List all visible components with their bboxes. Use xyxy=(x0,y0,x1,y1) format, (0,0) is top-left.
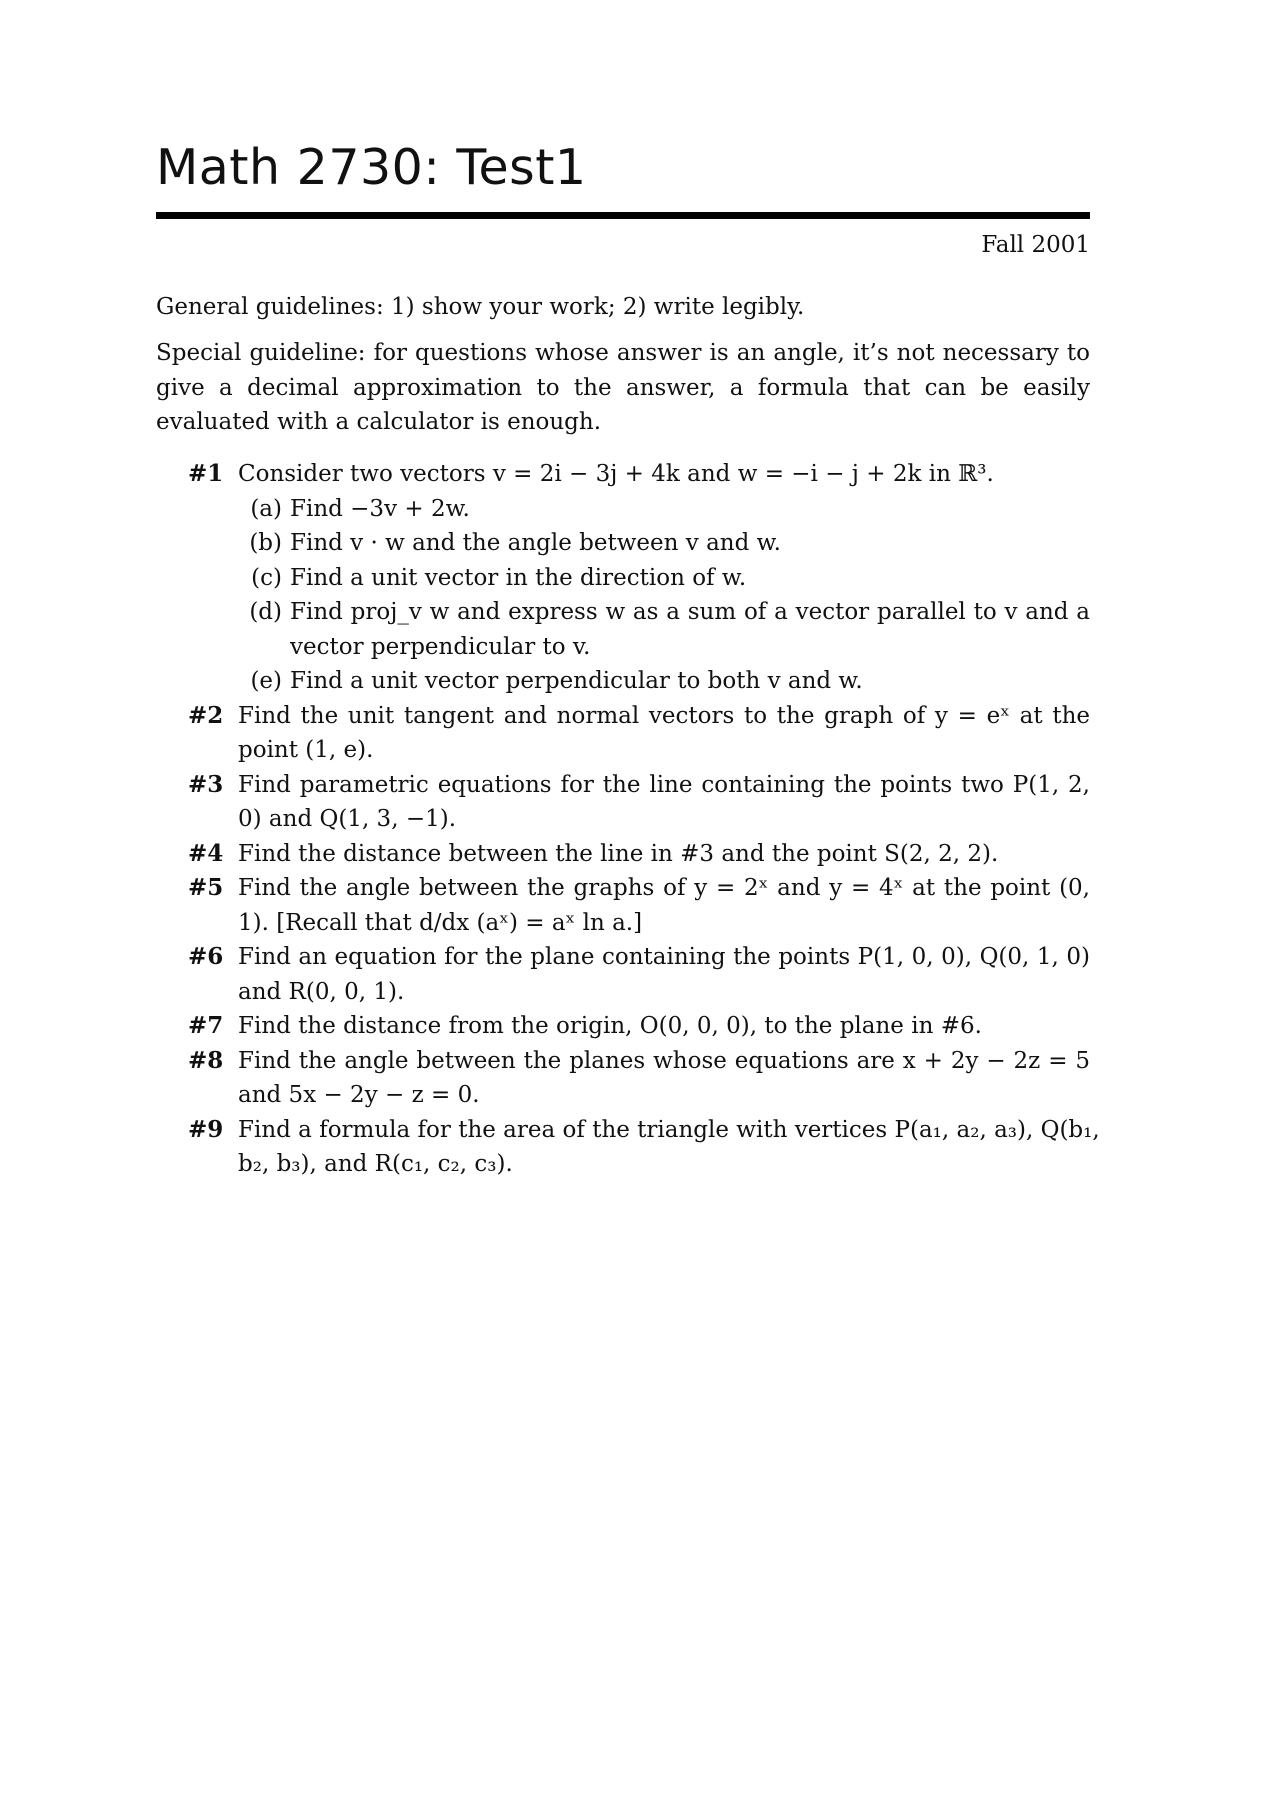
question-text: Find the distance between the line in #3 and the point S(2, 2, 2). xyxy=(238,840,999,867)
question-text: Find the unit tangent and normal vectors to the graph of y = eˣ at the point (1, e). xyxy=(238,702,1090,763)
question-6 xyxy=(156,940,1090,1009)
question-9 xyxy=(156,1113,1100,1182)
general-guidelines: General guidelines: 1) show your work; 2) write legibly. xyxy=(156,294,805,320)
question-7 xyxy=(156,1009,1090,1044)
sub-question-text: Find −3v + 2w. xyxy=(290,495,470,522)
sub-question-c xyxy=(238,561,1090,596)
question-2 xyxy=(156,699,1090,768)
question-text: Find parametric equations for the line containing the points two P(1, 2, 0) and Q(1, 3, −1). xyxy=(238,771,1090,832)
title-rule xyxy=(156,212,1090,219)
question-number: #6 xyxy=(188,943,224,970)
question-1 xyxy=(156,457,1090,699)
sub-question-text: Find proj_v w and express w as a sum of a vector parallel to v and a vector perpendicular to v. xyxy=(290,599,1090,660)
sub-question-label: (a) xyxy=(250,495,282,522)
question-list xyxy=(156,457,1100,1182)
sub-question-label: (b) xyxy=(249,530,282,556)
question-4 xyxy=(156,837,1090,872)
question-text: Find the distance from the origin, O(0, 0, 0), to the plane in #6. xyxy=(238,1013,982,1039)
sub-question-d xyxy=(238,595,1090,664)
question-text: Find the angle between the planes whose equations are x + 2y − 2z = 5 and 5x − 2y − z = 0. xyxy=(238,1047,1090,1108)
question-text: Consider two vectors v = 2i − 3j + 4k and w = −i − j + 2k in ℝ³. xyxy=(238,461,994,487)
question-text: Find a formula for the area of the triangle with vertices P(a₁, a₂, a₃), Q(b₁, b₂, b₃), and R(c₁, c₂, c₃). xyxy=(238,1116,1100,1177)
sub-question-text: Find a unit vector in the direction of w. xyxy=(290,564,747,591)
sub-question-e xyxy=(238,664,1090,699)
sub-question-label: (d) xyxy=(249,599,282,625)
question-text: Find the angle between the graphs of y = 2ˣ and y = 4ˣ at the point (0, 1). [Recall that d/dx (aˣ) = aˣ ln a.] xyxy=(238,875,1090,936)
term-label: Fall 2001 xyxy=(981,232,1090,258)
question-number: #4 xyxy=(188,839,224,867)
sub-question-text: Find v · w and the angle between v and w. xyxy=(290,530,781,556)
sub-question-a xyxy=(238,492,1090,527)
sub-question-b xyxy=(238,526,1090,561)
sub-question-label: (c) xyxy=(251,564,282,591)
sub-question-text: Find a unit vector perpendicular to both v and w. xyxy=(290,668,863,694)
page-title: Math 2730: Test1 xyxy=(156,139,587,196)
question-number: #2 xyxy=(188,701,224,729)
question-number: #9 xyxy=(188,1115,224,1143)
question-8 xyxy=(156,1044,1090,1113)
question-3 xyxy=(156,768,1090,837)
special-guideline: Special guideline: for questions whose answer is an angle, it’s not necessary to give a decimal approximation to the answer, a formula that can be easily evaluated with a calculator is enough. xyxy=(156,340,1090,435)
sub-question-label: (e) xyxy=(250,668,282,694)
sub-question-list xyxy=(238,492,1090,699)
question-number: #5 xyxy=(188,874,224,901)
question-number: #1 xyxy=(188,460,224,487)
question-number: #3 xyxy=(188,770,224,798)
question-text: Find an equation for the plane containing the points P(1, 0, 0), Q(0, 1, 0) and R(0, 0, 1). xyxy=(238,944,1090,1005)
question-number: #8 xyxy=(188,1046,224,1074)
question-number: #7 xyxy=(188,1012,224,1039)
question-5 xyxy=(156,871,1090,940)
